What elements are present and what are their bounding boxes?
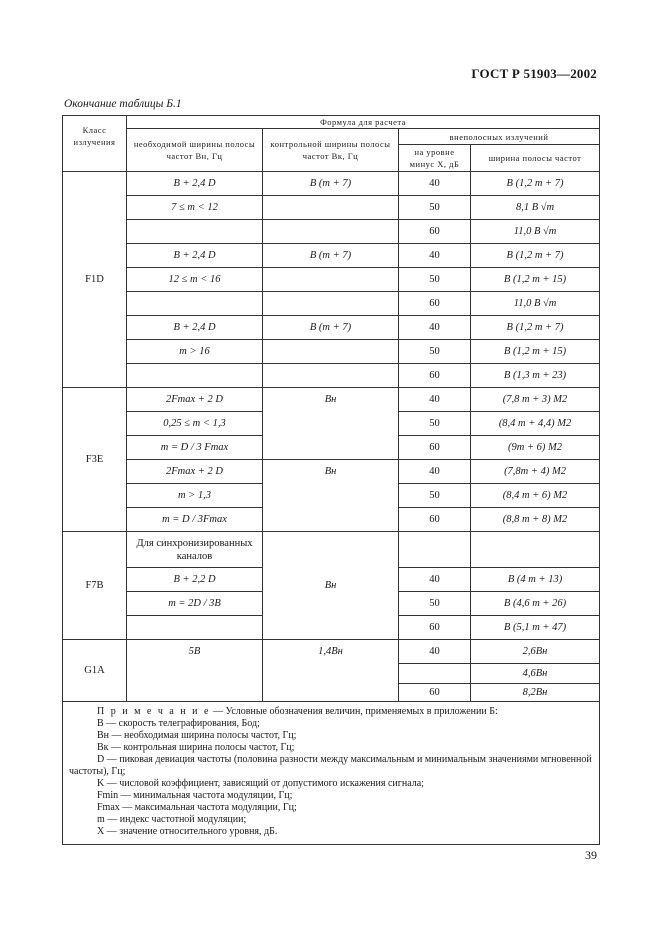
cell-control bbox=[263, 196, 399, 220]
note-intro: П р и м е ч а н и е — Условные обозначения величин, применяемых в приложении Б: bbox=[97, 706, 498, 717]
cell-necessary bbox=[127, 364, 263, 388]
cell-width: B (5,1 m + 47) bbox=[471, 616, 600, 640]
cell-width: 8,2Bн bbox=[471, 684, 600, 702]
cell-level: 40 bbox=[399, 460, 471, 484]
cell-necessary: B + 2,4 D bbox=[127, 316, 263, 340]
cell-level: 50 bbox=[399, 340, 471, 364]
emission-bandwidth-table bbox=[62, 115, 600, 845]
cell-necessary: 12 ≤ m < 16 bbox=[127, 268, 263, 292]
table-note bbox=[63, 702, 600, 845]
table-continuation-title: Окончание таблицы Б.1 bbox=[64, 98, 182, 110]
cell-width: 11,0 B √m bbox=[471, 220, 600, 244]
cell-necessary: m > 16 bbox=[127, 340, 263, 364]
cell-level: 40 bbox=[399, 244, 471, 268]
cell-necessary: 7 ≤ m < 12 bbox=[127, 196, 263, 220]
cell-level: 60 bbox=[399, 684, 471, 702]
cell-width: 11,0 B √m bbox=[471, 292, 600, 316]
page-number: 39 bbox=[585, 848, 597, 862]
cell-necessary: 0,25 ≤ m < 1,3 bbox=[127, 412, 263, 436]
cell-width: (8,8 m + 8) M2 bbox=[471, 508, 600, 532]
cell-width: 4,6Bн bbox=[471, 664, 600, 684]
cell-necessary: 2Fmax + 2 D bbox=[127, 460, 263, 484]
cell-necessary: B + 2,4 D bbox=[127, 172, 263, 196]
header-formula: Формула для расчета bbox=[127, 116, 600, 129]
cell-width: B (1,2 m + 7) bbox=[471, 172, 600, 196]
cell-necessary bbox=[127, 220, 263, 244]
cell-level: 40 bbox=[399, 316, 471, 340]
cell-width: B (1,2 m + 15) bbox=[471, 268, 600, 292]
class-f7b: F7B bbox=[63, 532, 127, 640]
cell-width: B (1,3 m + 23) bbox=[471, 364, 600, 388]
header-out-of-band: внеполосных излучений bbox=[399, 129, 600, 145]
standard-designation: ГОСТ Р 51903—2002 bbox=[471, 66, 597, 81]
cell-level: 60 bbox=[399, 616, 471, 640]
cell-control: Bн bbox=[263, 388, 399, 460]
cell-necessary bbox=[127, 616, 263, 640]
cell-control bbox=[263, 268, 399, 292]
cell-level: 40 bbox=[399, 388, 471, 412]
note-line: X — значение относительного уровня, дБ. bbox=[97, 826, 278, 837]
cell-necessary: m = D / 3 Fmax bbox=[127, 436, 263, 460]
cell-width: B (1,2 m + 15) bbox=[471, 340, 600, 364]
header-width: ширина полосы частот bbox=[471, 145, 600, 172]
class-f3e: F3E bbox=[63, 388, 127, 532]
cell-level: 60 bbox=[399, 508, 471, 532]
cell-width: B (1,2 m + 7) bbox=[471, 316, 600, 340]
cell-necessary: m = D / 3Fmax bbox=[127, 508, 263, 532]
cell-control bbox=[263, 292, 399, 316]
cell-control: B (m + 7) bbox=[263, 244, 399, 268]
cell-control: B (m + 7) bbox=[263, 172, 399, 196]
cell-level: 40 bbox=[399, 172, 471, 196]
note-line: Fmin — минимальная частота модуляции, Гц; bbox=[97, 790, 293, 801]
cell-level: 50 bbox=[399, 412, 471, 436]
cell-width: 8,1 B √m bbox=[471, 196, 600, 220]
cell-width bbox=[471, 532, 600, 568]
cell-control bbox=[263, 220, 399, 244]
note-line: Fmax — максимальная частота модуляции, Гц; bbox=[97, 802, 297, 813]
cell-level bbox=[399, 664, 471, 684]
cell-necessary: B + 2,4 D bbox=[127, 244, 263, 268]
cell-level: 60 bbox=[399, 364, 471, 388]
note-line: K — числовой коэффициент, зависящий от допустимого искажения сигнала; bbox=[97, 778, 424, 789]
cell-necessary: m = 2D / 3B bbox=[127, 592, 263, 616]
note-line: B — скорость телеграфирования, Бод; bbox=[97, 718, 260, 729]
cell-level: 50 bbox=[399, 268, 471, 292]
cell-necessary: Для синхронизированных каналов bbox=[127, 532, 263, 568]
cell-level: 60 bbox=[399, 220, 471, 244]
cell-control bbox=[263, 364, 399, 388]
cell-width: B (4,6 m + 26) bbox=[471, 592, 600, 616]
cell-necessary bbox=[127, 292, 263, 316]
cell-width: 2,6Bн bbox=[471, 640, 600, 664]
class-g1a: G1A bbox=[63, 640, 127, 702]
header-level: на уровне минус X, дБ bbox=[399, 145, 471, 172]
cell-width: (8,4 m + 6) M2 bbox=[471, 484, 600, 508]
cell-necessary: m > 1,3 bbox=[127, 484, 263, 508]
note-line: D — пиковая девиация частоты (половина разности между максимальным и минимальным значениями мгновенной частоты), Гц; bbox=[69, 754, 592, 777]
cell-control: B (m + 7) bbox=[263, 316, 399, 340]
note-line: m — индекс частотной модуляции; bbox=[97, 814, 247, 825]
cell-level: 40 bbox=[399, 640, 471, 664]
cell-width: (9m + 6) M2 bbox=[471, 436, 600, 460]
cell-width: B (4 m + 13) bbox=[471, 568, 600, 592]
cell-level bbox=[399, 532, 471, 568]
cell-control: Bн bbox=[263, 532, 399, 640]
cell-control: 1,4Bн bbox=[263, 640, 399, 702]
header-necessary-bandwidth: необходимой ширины полосы частот Bн, Гц bbox=[127, 129, 263, 172]
cell-width: (7,8m + 4) M2 bbox=[471, 460, 600, 484]
cell-width: B (1,2 m + 7) bbox=[471, 244, 600, 268]
cell-level: 60 bbox=[399, 292, 471, 316]
cell-width: (7,8 m + 3) M2 bbox=[471, 388, 600, 412]
cell-necessary: B + 2,2 D bbox=[127, 568, 263, 592]
cell-control: Bн bbox=[263, 460, 399, 532]
cell-level: 60 bbox=[399, 436, 471, 460]
note-line: Bк — контрольная ширина полосы частот, Гц; bbox=[97, 742, 295, 753]
cell-width: (8,4 m + 4,4) M2 bbox=[471, 412, 600, 436]
cell-necessary: 5B bbox=[127, 640, 263, 702]
cell-necessary: 2Fmax + 2 D bbox=[127, 388, 263, 412]
header-class: Класс излучения bbox=[63, 116, 127, 172]
note-line: Bн — необходимая ширина полосы частот, Гц; bbox=[97, 730, 297, 741]
cell-level: 50 bbox=[399, 196, 471, 220]
cell-level: 40 bbox=[399, 568, 471, 592]
cell-level: 50 bbox=[399, 484, 471, 508]
cell-control bbox=[263, 340, 399, 364]
class-f1d: F1D bbox=[63, 172, 127, 388]
cell-level: 50 bbox=[399, 592, 471, 616]
header-control-bandwidth: контрольной ширины полосы частот Bк, Гц bbox=[263, 129, 399, 172]
